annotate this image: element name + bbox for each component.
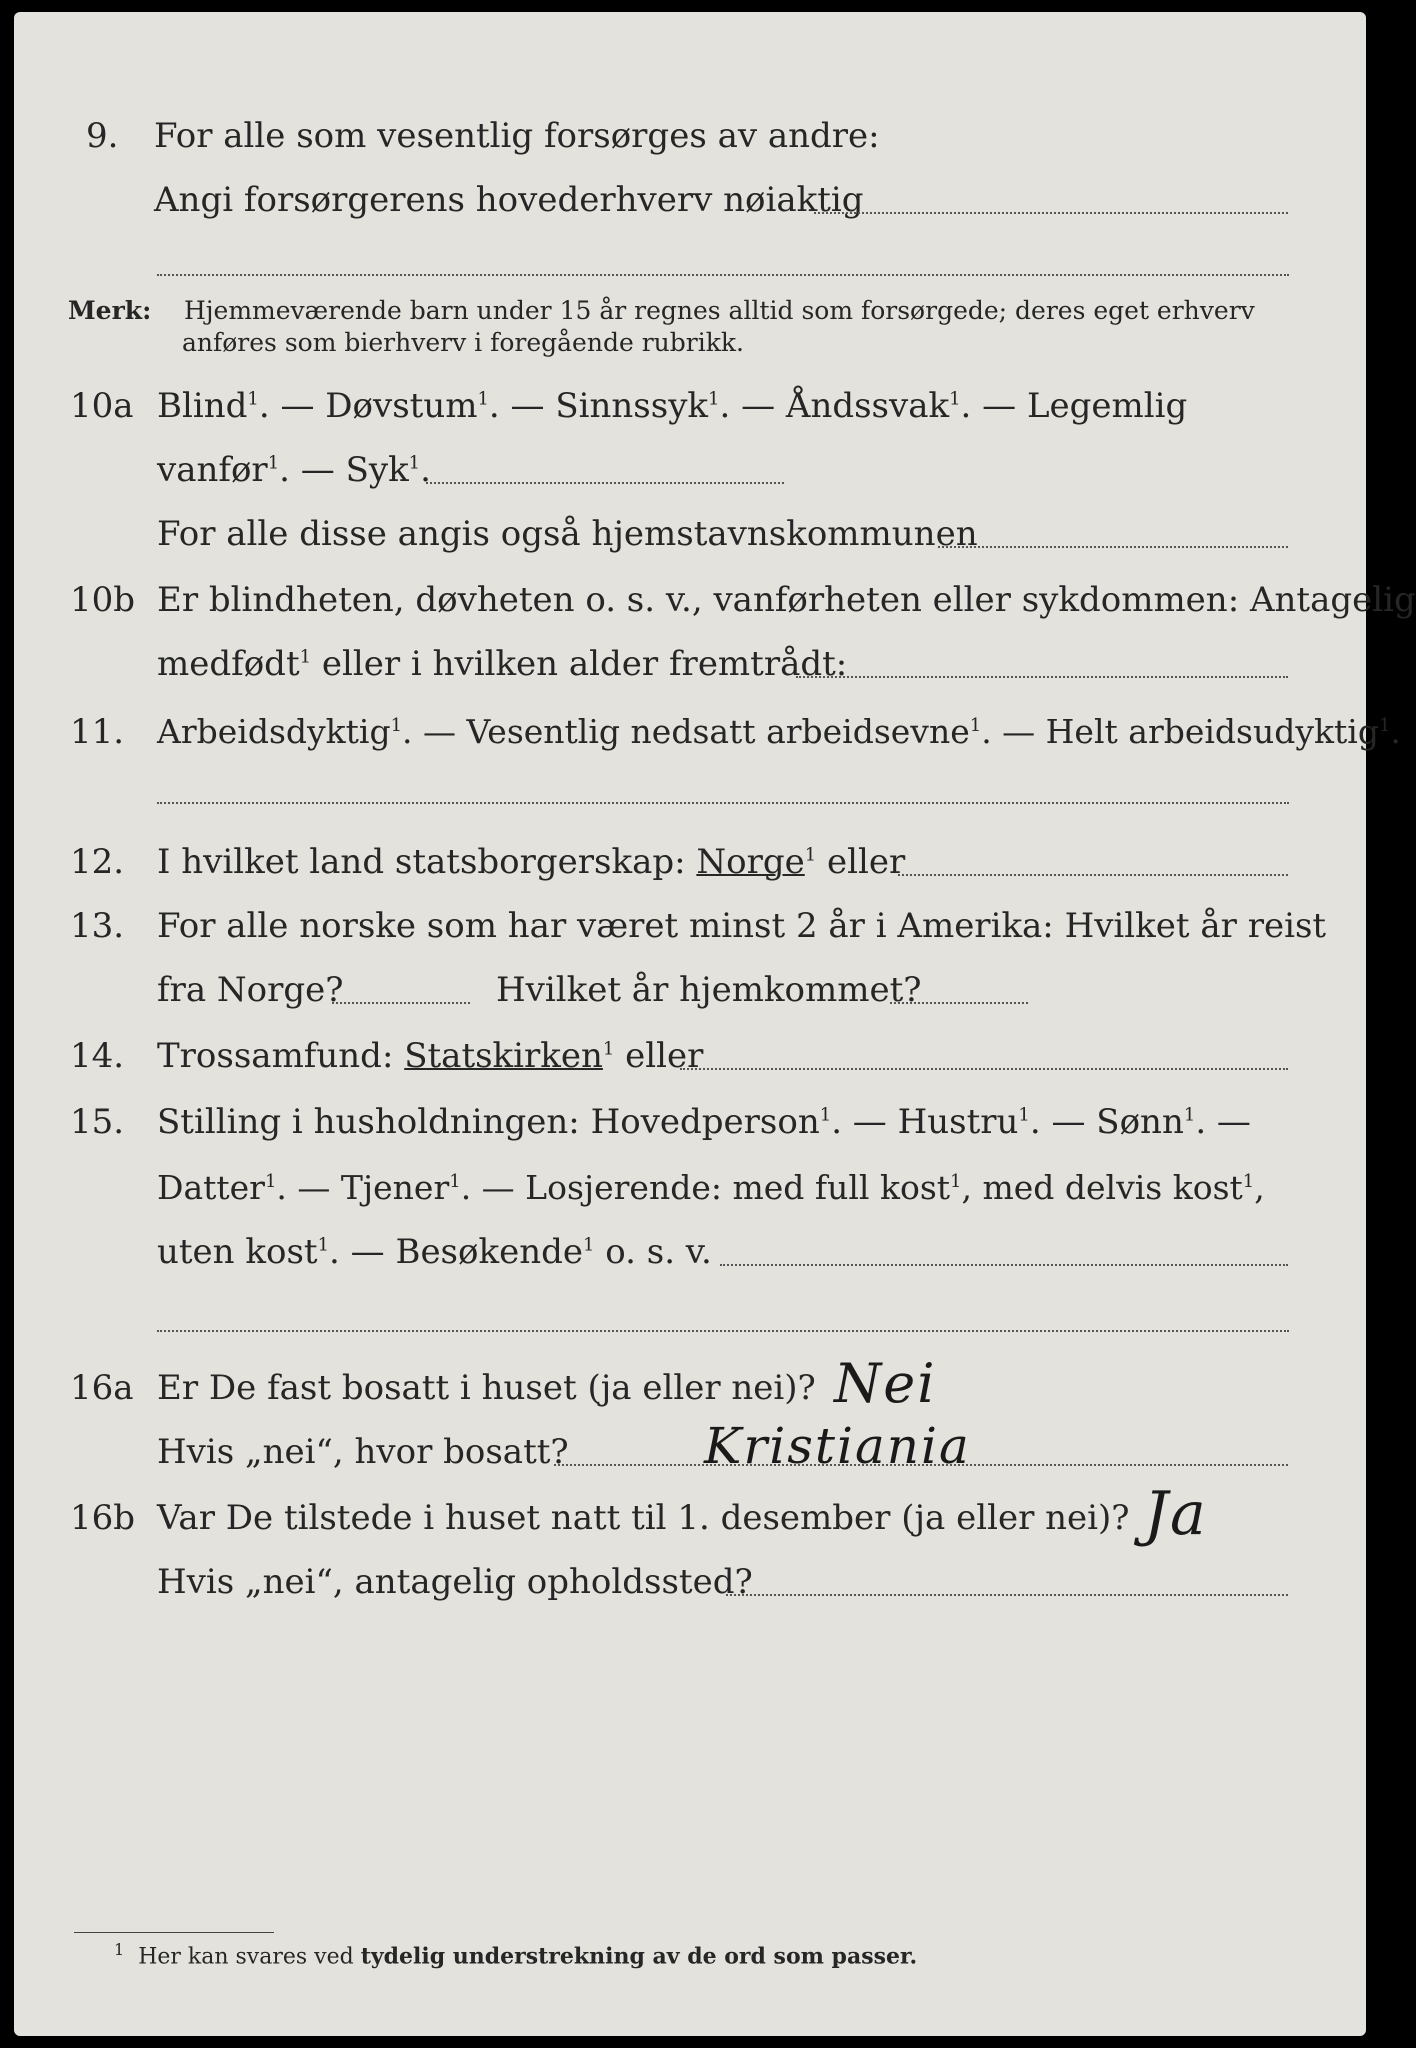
q10b-number: 10b	[70, 580, 136, 620]
q10a-text-3: For alle disse angis også hjemstavnskommunen	[157, 514, 978, 554]
q14-label: Trossamfund:	[157, 1036, 405, 1076]
footnote-divider	[74, 1932, 274, 1933]
q9-number: 9.	[86, 116, 119, 156]
trossamfund-field[interactable]	[680, 1068, 1288, 1070]
statsborgerskap-field[interactable]	[898, 874, 1288, 876]
q16b-text-2: Hvis „nei“, antagelig opholdssted?	[157, 1562, 753, 1602]
q10a-syk-field[interactable]	[426, 482, 784, 484]
q13-text-1: For alle norske som har været minst 2 år i Amerika: Hvilket år reist	[157, 906, 1327, 946]
footnote-ref: 1	[264, 1171, 277, 1192]
footnote-ref: 1	[819, 1104, 832, 1126]
footnote-ref: 1	[1183, 1104, 1196, 1126]
q11-text	[157, 712, 1401, 752]
q12-label: I hvilket land statsborgerskap:	[157, 842, 697, 882]
option-uten-kost[interactable]: uten kost	[157, 1232, 318, 1272]
q9-answer-field[interactable]	[814, 212, 1288, 214]
option-nedsatt[interactable]: . — Vesentlig nedsatt arbeidsevne	[402, 712, 970, 751]
footnote	[114, 1936, 917, 1971]
option-andssvak[interactable]: . — Åndssvak	[719, 386, 950, 426]
option-sinnssyk[interactable]: . — Sinnssyk	[488, 386, 709, 426]
option-full-kost[interactable]: . — Losjerende: med full kost	[460, 1168, 951, 1207]
footnote-ref: 1	[267, 452, 280, 474]
q14-number: 14.	[70, 1036, 125, 1076]
q16b-text-1: Var De tilstede i huset natt til 1. desember (ja eller nei)?	[157, 1498, 1130, 1538]
footnote-ref: 1	[1242, 1171, 1255, 1192]
q9-text-2: Angi forsørgerens hovederhverv nøiaktig	[154, 180, 864, 220]
footnote-ref: 1	[804, 844, 817, 866]
q10a-text-1	[157, 386, 1187, 426]
q16b-number: 16b	[70, 1498, 136, 1538]
q13-number: 13.	[70, 906, 125, 946]
q14-eller: eller	[614, 1036, 704, 1076]
footnote-ref: 1	[477, 388, 489, 410]
q13-text-2a: fra Norge?	[157, 970, 344, 1010]
option-hovedperson[interactable]: Stilling i husholdningen: Hovedperson	[157, 1102, 820, 1142]
footnote-ref: 1	[1378, 715, 1391, 736]
footnote-ref: 1	[247, 388, 259, 410]
q16a-text-1: Er De fast bosatt i huset (ja eller nei)?	[157, 1368, 816, 1408]
footnote-ref: 1	[408, 452, 421, 474]
handwritten-answer-ja[interactable]: Ja	[1144, 1479, 1208, 1549]
option-udyktig[interactable]: . — Helt arbeidsudyktig	[981, 712, 1379, 751]
q10a-text-2	[157, 450, 431, 490]
q13-text-2b: Hvilket år hjemkommet?	[496, 970, 922, 1010]
option-legemlig[interactable]: . — Legemlig	[960, 386, 1188, 426]
option-arbeidsdyktig[interactable]: Arbeidsdyktig	[157, 712, 391, 751]
q15-text-3	[157, 1232, 712, 1272]
q10b-text-2b: eller i hvilken alder fremtrådt:	[311, 644, 848, 684]
option-vanfor[interactable]: vanfør	[157, 450, 268, 490]
merk-label: Merk:	[68, 296, 152, 325]
option-syk[interactable]: . — Syk	[279, 450, 409, 490]
footnote-ref: 1	[1018, 1104, 1030, 1126]
q12-eller: eller	[816, 842, 906, 882]
footnote-ref: 1	[299, 646, 312, 668]
punct: . —	[1195, 1102, 1251, 1142]
q15-number: 15.	[70, 1102, 125, 1142]
footnote-ref: 1	[449, 1171, 461, 1192]
q14-text	[157, 1036, 703, 1076]
census-form-page	[14, 12, 1416, 2036]
option-statskirken[interactable]: Statskirken	[404, 1036, 603, 1076]
footnote-text-a: Her kan svares ved	[138, 1944, 361, 1970]
handwritten-answer-nei[interactable]: Nei	[834, 1352, 937, 1415]
merk-text-2: anføres som bierhverv i foregående rubrikk.	[182, 328, 744, 357]
footnote-ref: 1	[602, 1038, 615, 1060]
q10a-number: 10a	[70, 386, 134, 426]
option-tjener[interactable]: . — Tjener	[276, 1168, 450, 1207]
handwritten-answer-kristiania[interactable]: Kristiania	[704, 1417, 971, 1475]
q15-osv: o. s. v.	[594, 1232, 712, 1272]
option-datter[interactable]: Datter	[157, 1168, 265, 1207]
q12-number: 12.	[70, 842, 125, 882]
q16a-text-2: Hvis „nei“, hvor bosatt?	[157, 1432, 569, 1472]
q10b-text-2	[157, 644, 847, 684]
hjemkommet-field[interactable]	[890, 1002, 1028, 1004]
option-hustru[interactable]: . — Hustru	[831, 1102, 1019, 1142]
q15-text-2	[157, 1168, 1265, 1208]
option-medfodt[interactable]: medfødt	[157, 644, 300, 684]
stilling-field-2[interactable]	[157, 1330, 1289, 1332]
reist-field[interactable]	[332, 1002, 470, 1004]
q15-text-1	[157, 1102, 1251, 1142]
q12-text	[157, 842, 905, 882]
option-norge[interactable]: Norge	[696, 842, 805, 882]
footnote-ref: 1	[949, 388, 961, 410]
option-delvis-kost[interactable]: , med delvis kost	[961, 1168, 1243, 1207]
option-besokende[interactable]: . — Besøkende	[329, 1232, 583, 1272]
option-dovstum[interactable]: . — Døvstum	[258, 386, 478, 426]
opholdssted-field[interactable]	[726, 1594, 1288, 1596]
footnote-ref: 1	[969, 715, 982, 736]
footnote-ref: 1	[583, 1234, 595, 1256]
footnote-mark: 1	[114, 1940, 125, 1959]
q11-number: 11.	[70, 712, 125, 752]
punct: .	[420, 450, 431, 490]
option-blind[interactable]: Blind	[157, 386, 248, 426]
footnote-ref: 1	[390, 715, 403, 736]
q9-text-1: For alle som vesentlig forsørges av andre:	[154, 116, 880, 156]
footnote-ref: 1	[317, 1234, 330, 1256]
footnote-ref: 1	[708, 388, 720, 410]
hjemstavnskommune-field[interactable]	[938, 546, 1288, 548]
footnote-ref: 1	[950, 1171, 962, 1192]
q10b-answer-field[interactable]	[796, 676, 1288, 678]
q16a-number: 16a	[70, 1368, 134, 1408]
punct: ,	[1254, 1168, 1265, 1207]
punct: .	[1390, 712, 1401, 751]
merk-text-1: Hjemmeværende barn under 15 år regnes alltid som forsørgede; deres eget erhverv	[184, 296, 1255, 325]
q10b-text-1: Er blindheten, døvheten o. s. v., vanførheten eller sykdommen: Antagelig	[157, 580, 1416, 620]
q9-answer-field-2[interactable]	[157, 274, 1289, 276]
q11-answer-field[interactable]	[157, 802, 1289, 804]
stilling-field[interactable]	[720, 1264, 1288, 1266]
option-sonn[interactable]: . — Sønn	[1029, 1102, 1184, 1142]
footnote-text-b: tydelig understrekning av de ord som passer.	[360, 1943, 918, 1970]
